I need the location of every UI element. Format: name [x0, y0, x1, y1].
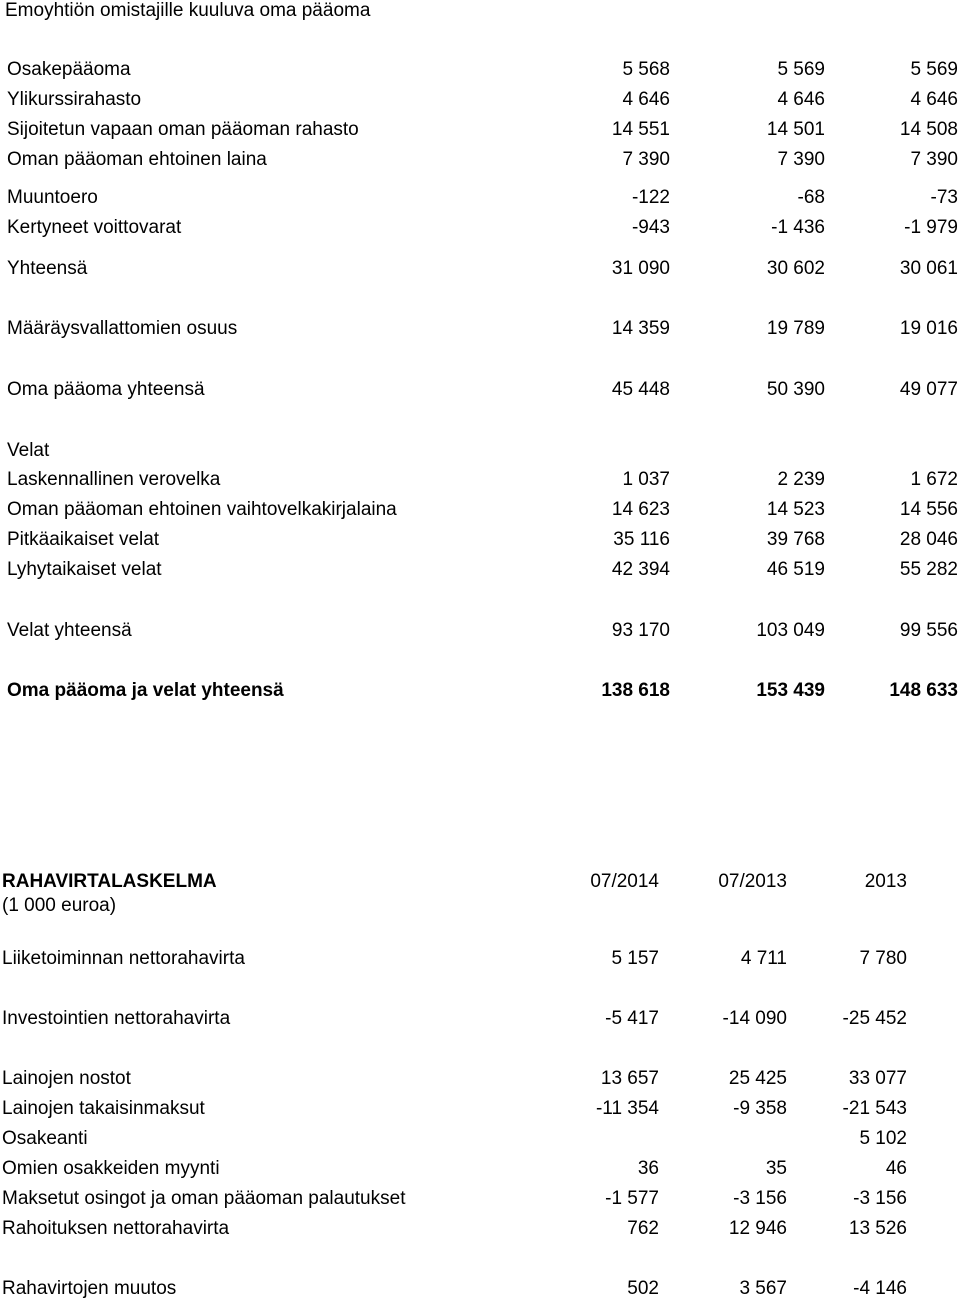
value-col2: 2 239 — [777, 469, 825, 490]
row-label: Osakepääoma — [7, 59, 131, 80]
row-label: Liiketoiminnan nettorahavirta — [2, 948, 245, 969]
value-col3: 99 556 — [899, 620, 958, 641]
value-col2: -9 358 — [733, 1098, 787, 1119]
value-col3: 14 556 — [899, 499, 958, 520]
table-row — [0, 117, 960, 143]
grand-total-row — [0, 678, 960, 704]
value-col3: 49 077 — [899, 379, 958, 400]
value-col3: 7 390 — [910, 149, 958, 170]
value-col1: -1 577 — [605, 1188, 659, 1209]
value-col2: -68 — [797, 187, 825, 208]
table-row — [0, 215, 960, 241]
table-row — [0, 467, 960, 493]
cashflow-unit: (1 000 euroa) — [2, 895, 117, 916]
liabilities-heading: Velat — [7, 440, 50, 461]
value-col2: 39 768 — [766, 529, 825, 550]
value-col1: 93 170 — [611, 620, 670, 641]
value-col1: 502 — [627, 1278, 659, 1299]
value-col3: 46 — [885, 1158, 907, 1179]
table-row — [0, 497, 960, 523]
value-col2: 103 049 — [756, 620, 825, 641]
table-row — [0, 946, 960, 972]
value-col2: 46 519 — [766, 559, 825, 580]
value-col3: -25 452 — [842, 1008, 907, 1029]
value-col3: -1 979 — [904, 217, 958, 238]
total-row — [0, 618, 960, 644]
cashflow-title: RAHAVIRTALASKELMA — [2, 871, 217, 892]
row-label: Yhteensä — [7, 258, 88, 279]
value-col1: -943 — [631, 217, 670, 238]
total-row — [0, 1276, 960, 1302]
table-row — [0, 1096, 960, 1122]
value-col1: 45 448 — [611, 379, 670, 400]
table-row — [0, 185, 960, 211]
value-col3: 14 508 — [899, 119, 958, 140]
table-row — [0, 1216, 960, 1242]
row-label: Rahavirtojen muutos — [2, 1278, 177, 1299]
value-col1: 5 568 — [622, 59, 670, 80]
table-row — [0, 57, 960, 83]
value-col1: -122 — [631, 187, 670, 208]
row-label: Ylikurssirahasto — [7, 89, 142, 110]
value-col1: 13 657 — [600, 1068, 659, 1089]
value-col2: 3 567 — [739, 1278, 787, 1299]
value-col1: 5 157 — [611, 948, 659, 969]
value-col1: -5 417 — [605, 1008, 659, 1029]
value-col3: 5 102 — [859, 1128, 907, 1149]
table-row — [0, 316, 960, 342]
value-col1: 14 623 — [611, 499, 670, 520]
value-col2: -1 436 — [771, 217, 825, 238]
value-col3: 55 282 — [899, 559, 958, 580]
value-col1: 762 — [627, 1218, 659, 1239]
row-label: Määräysvallattomien osuus — [7, 318, 238, 339]
column-header-2: 07/2013 — [718, 871, 787, 892]
row-label: Lainojen takaisinmaksut — [2, 1098, 205, 1119]
row-label: Oma pääoma ja velat yhteensä — [7, 680, 284, 701]
value-col2: 4 646 — [777, 89, 825, 110]
value-col3: 19 016 — [899, 318, 958, 339]
column-header-3: 2013 — [864, 871, 907, 892]
value-col3: 33 077 — [848, 1068, 907, 1089]
subtotal-row — [0, 256, 960, 282]
equity-heading: Emoyhtiön omistajille kuuluva oma pääoma — [5, 0, 371, 21]
value-col1: 1 037 — [622, 469, 670, 490]
row-label: Laskennallinen verovelka — [7, 469, 221, 490]
value-col2: 19 789 — [766, 318, 825, 339]
value-col3: 5 569 — [910, 59, 958, 80]
row-label: Investointien nettorahavirta — [2, 1008, 231, 1029]
value-col3: -4 146 — [853, 1278, 907, 1299]
value-col2: 4 711 — [740, 948, 787, 969]
value-col1: 35 116 — [613, 529, 670, 550]
value-col3: 30 061 — [899, 258, 958, 279]
value-col1: 7 390 — [622, 149, 670, 170]
value-col2: 7 390 — [777, 149, 825, 170]
value-col1: 14 551 — [611, 119, 670, 140]
table-row — [0, 557, 960, 583]
row-label: Sijoitetun vapaan oman pääoman rahasto — [7, 119, 359, 140]
value-col2: 12 946 — [728, 1218, 787, 1239]
row-label: Velat yhteensä — [7, 620, 132, 641]
value-col3: 7 780 — [859, 948, 907, 969]
value-col3: 13 526 — [848, 1218, 907, 1239]
table-row — [0, 1126, 960, 1152]
cashflow-header-row — [0, 869, 960, 895]
value-col2: -3 156 — [733, 1188, 787, 1209]
row-label: Muuntoero — [7, 187, 98, 208]
equity-heading-row — [0, 0, 960, 24]
value-col1: 31 090 — [611, 258, 670, 279]
row-label: Omien osakkeiden myynti — [2, 1158, 220, 1179]
value-col3: -73 — [930, 187, 958, 208]
value-col2: 50 390 — [766, 379, 825, 400]
value-col1: 42 394 — [611, 559, 670, 580]
value-col1: -11 354 — [595, 1098, 659, 1119]
value-col1: 36 — [637, 1158, 659, 1179]
liabilities-heading-row — [0, 438, 960, 464]
value-col2: 14 523 — [766, 499, 825, 520]
value-col1: 14 359 — [611, 318, 670, 339]
value-col2: 14 501 — [766, 119, 825, 140]
value-col3: 1 672 — [910, 469, 958, 490]
value-col1: 4 646 — [622, 89, 670, 110]
row-label: Kertyneet voittovarat — [7, 217, 182, 238]
value-col3: 28 046 — [899, 529, 958, 550]
table-row — [0, 147, 960, 173]
value-col2: 30 602 — [766, 258, 825, 279]
table-row — [0, 1066, 960, 1092]
row-label: Lainojen nostot — [2, 1068, 131, 1089]
row-label: Osakeanti — [2, 1128, 88, 1149]
value-col2: -14 090 — [722, 1008, 787, 1029]
row-label: Rahoituksen nettorahavirta — [2, 1218, 230, 1239]
row-label: Maksetut osingot ja oman pääoman palautukset — [2, 1188, 406, 1209]
row-label: Oman pääoman ehtoinen vaihtovelkakirjalaina — [7, 499, 397, 520]
row-label: Oman pääoman ehtoinen laina — [7, 149, 267, 170]
value-col2: 35 — [765, 1158, 787, 1179]
value-col2: 5 569 — [777, 59, 825, 80]
table-row — [0, 1186, 960, 1212]
row-label: Oma pääoma yhteensä — [7, 379, 205, 400]
value-col2: 153 439 — [756, 680, 825, 701]
table-row — [0, 1006, 960, 1032]
row-label: Lyhytaikaiset velat — [7, 559, 162, 580]
value-col3: -21 543 — [842, 1098, 907, 1119]
value-col2: 25 425 — [728, 1068, 787, 1089]
value-col1: 138 618 — [601, 680, 670, 701]
total-row — [0, 377, 960, 403]
value-col3: 148 633 — [889, 680, 958, 701]
value-col3: -3 156 — [853, 1188, 907, 1209]
value-col3: 4 646 — [910, 89, 958, 110]
table-row — [0, 87, 960, 113]
row-label: Pitkäaikaiset velat — [7, 529, 160, 550]
table-row — [0, 1156, 960, 1182]
column-header-1: 07/2014 — [590, 871, 659, 892]
table-row — [0, 527, 960, 553]
